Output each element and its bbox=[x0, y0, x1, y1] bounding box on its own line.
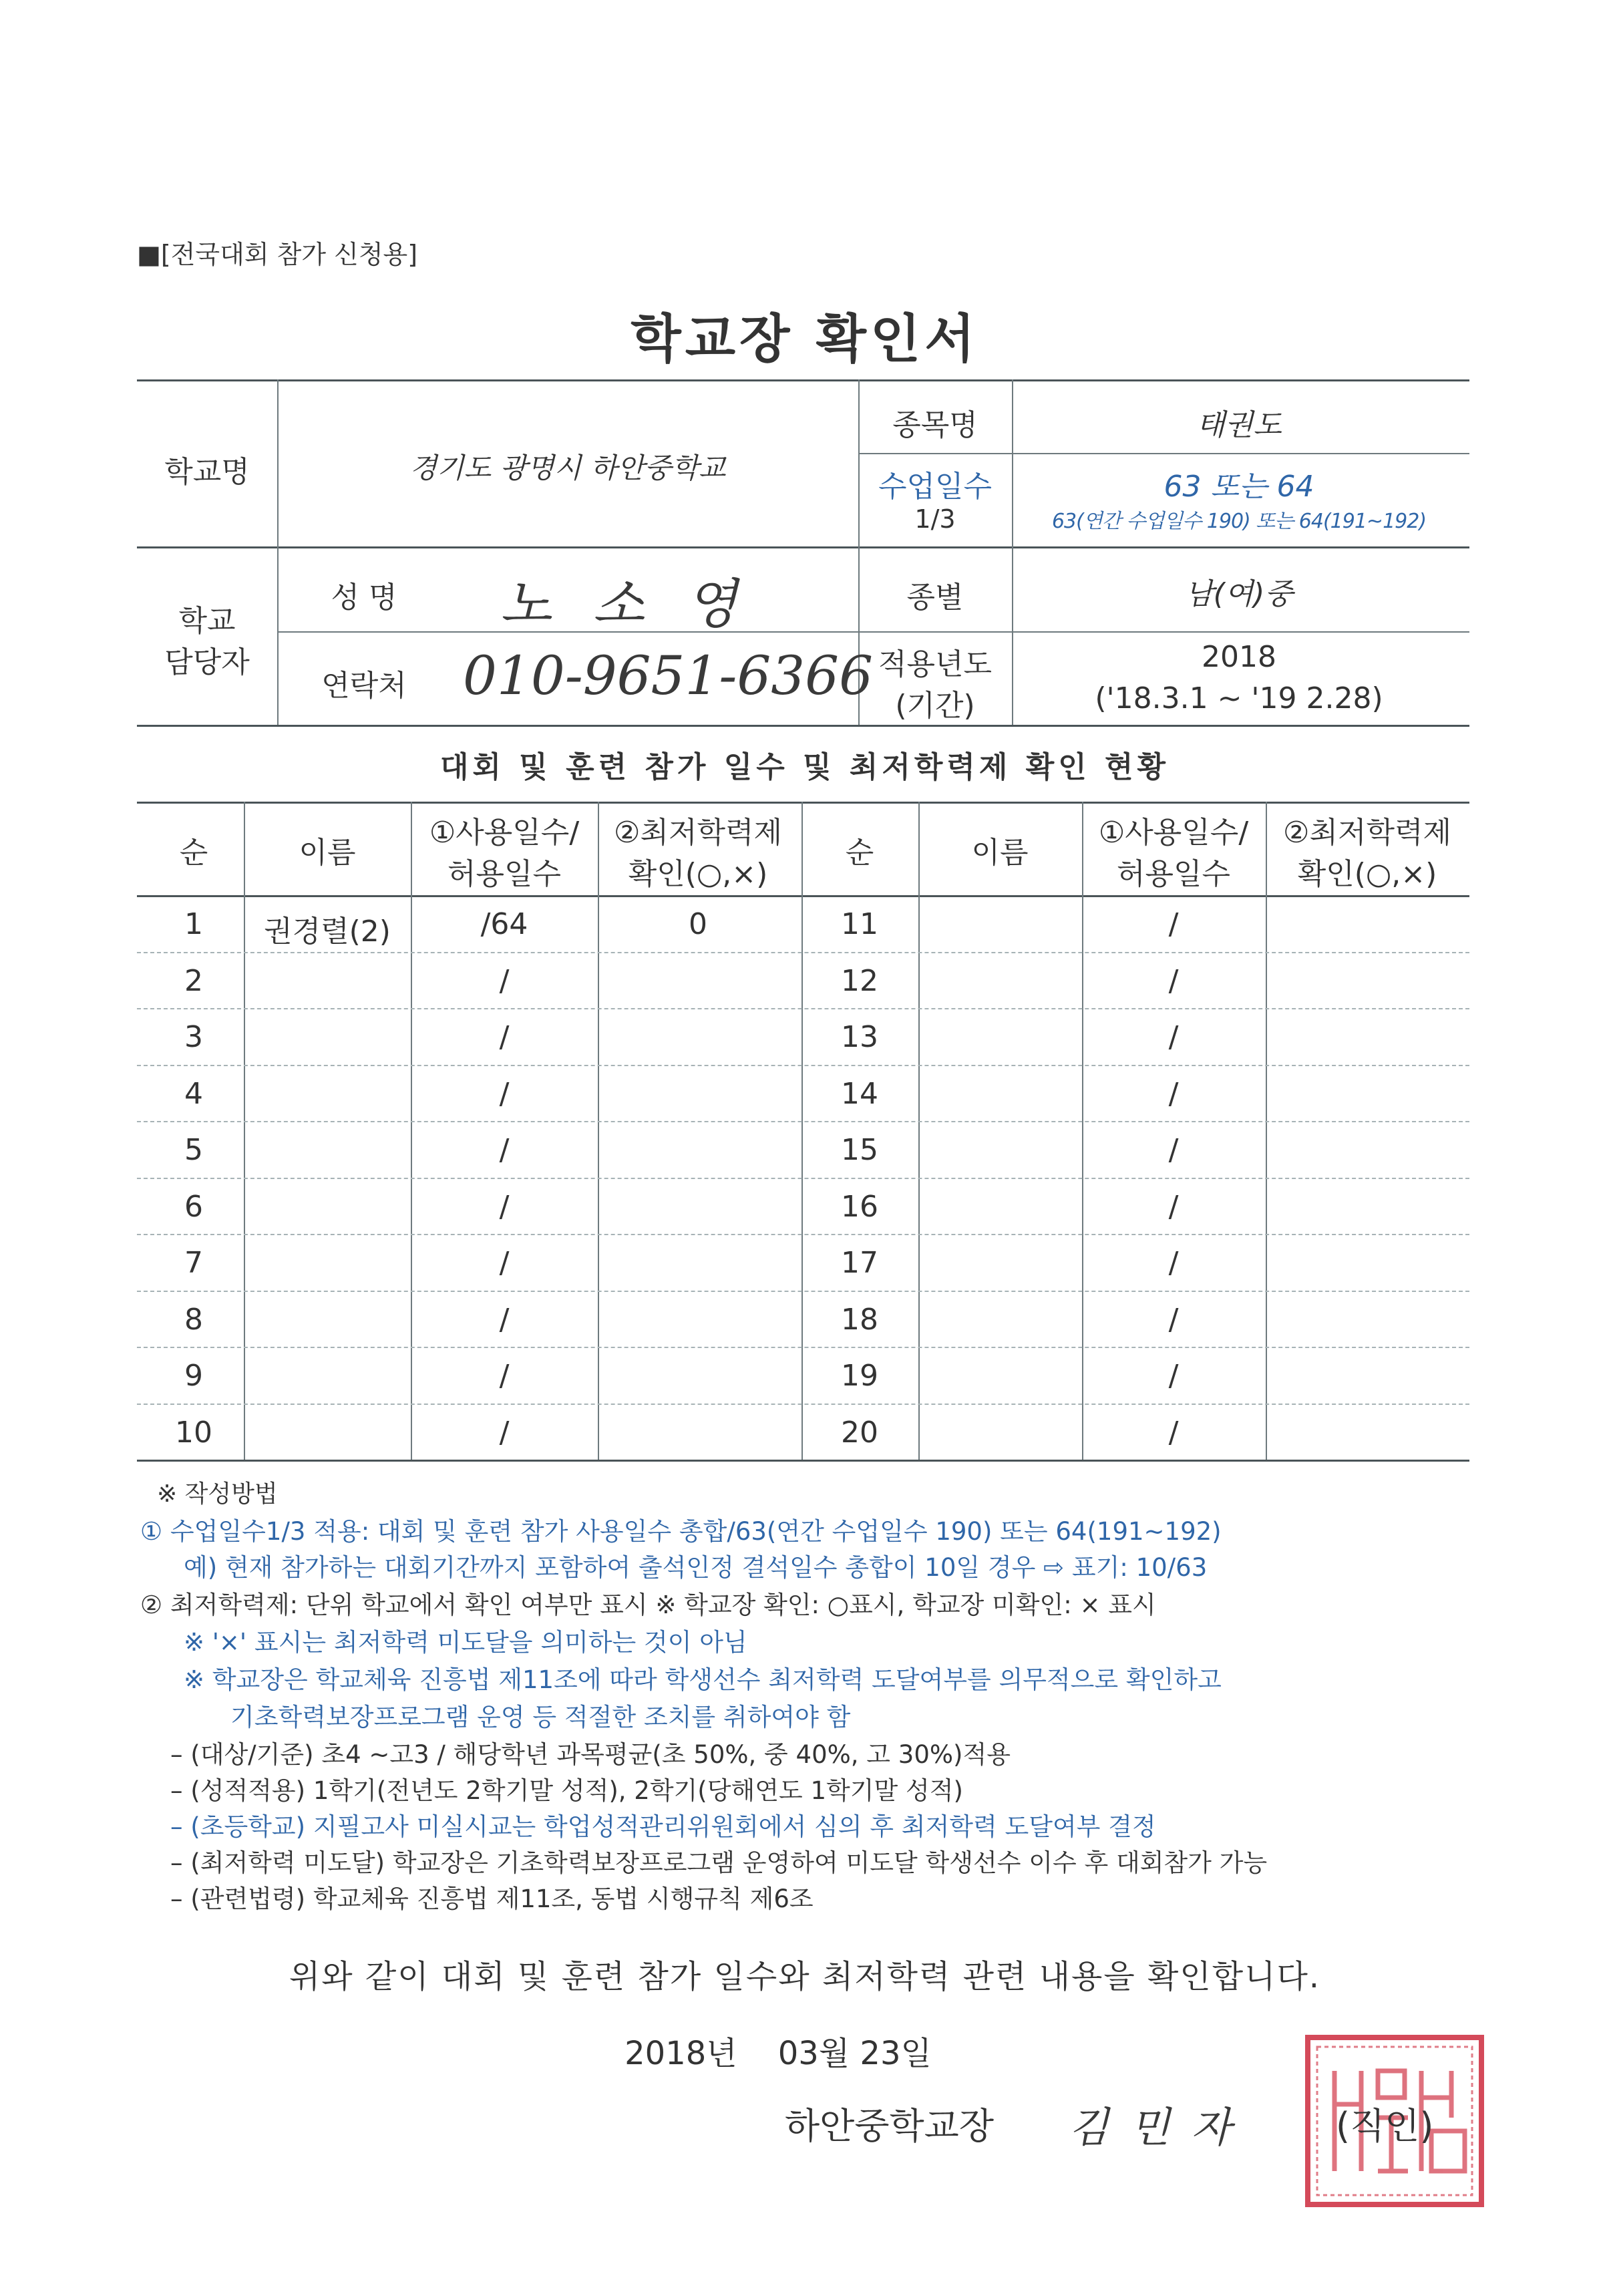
row-check: 0 bbox=[689, 907, 707, 941]
row-number: 3 bbox=[184, 1020, 203, 1054]
row-separator bbox=[137, 1347, 1469, 1348]
row-number: 10 bbox=[175, 1415, 212, 1450]
days-value: 63 또는 64 bbox=[1164, 470, 1314, 504]
row-number: 1 bbox=[184, 907, 203, 941]
row-number: 11 bbox=[841, 907, 878, 941]
row-days: / bbox=[1168, 907, 1179, 941]
header-name: 이름 bbox=[299, 836, 356, 870]
row-separator bbox=[137, 1291, 1469, 1292]
row-number: 4 bbox=[184, 1076, 203, 1111]
row-days: / bbox=[1168, 1359, 1179, 1393]
row-days: / bbox=[499, 1020, 510, 1054]
table-header-rule bbox=[137, 895, 1469, 897]
row-number: 7 bbox=[184, 1246, 203, 1280]
row-days: / bbox=[499, 963, 510, 998]
note-line: – (성적적용) 1학기(전년도 2학기말 성적), 2학기(당해연도 1학기말 성적) bbox=[170, 1776, 963, 1805]
table-divider bbox=[1082, 802, 1083, 1460]
year-label: 적용년도 bbox=[878, 647, 993, 681]
confirm-date: 2018년 03월 23일 bbox=[624, 2035, 932, 2072]
days-label: 수업일수 bbox=[878, 470, 993, 504]
note-line: – (초등학교) 지필고사 미실시교는 학업성적관리위원회에서 심의 후 최저학력 도달여부 결정 bbox=[170, 1812, 1156, 1841]
table-divider bbox=[801, 802, 803, 1460]
row-number: 13 bbox=[841, 1020, 878, 1054]
row-days: / bbox=[499, 1415, 510, 1450]
note-line: 기초학력보장프로그램 운영 등 적절한 조치를 취하여야 함 bbox=[230, 1703, 851, 1732]
row-days: / bbox=[499, 1189, 510, 1224]
confirm-statement: 위와 같이 대회 및 훈련 참가 일수와 최저학력 관련 내용을 확인합니다. bbox=[289, 1958, 1321, 1995]
header-min: ②최저학력제 bbox=[614, 816, 782, 850]
table-divider bbox=[598, 802, 599, 1460]
note-line: ② 최저학력제: 단위 학교에서 확인 여부만 표시 ※ 학교장 확인: ○표시, 학교장 미확인: × 표시 bbox=[140, 1591, 1156, 1619]
row-number: 9 bbox=[184, 1359, 203, 1393]
header-days: ①사용일수/ bbox=[429, 816, 580, 850]
table-bottom-rule bbox=[137, 1460, 1469, 1462]
header-min-2: 확인(○,×) bbox=[628, 857, 768, 891]
principal-title: 하안중학교장 bbox=[785, 2105, 994, 2147]
name-label: 성 명 bbox=[331, 581, 397, 615]
header-days-2: 허용일수 bbox=[1116, 857, 1231, 891]
row-separator bbox=[137, 1178, 1469, 1179]
info-bottom-rule bbox=[137, 725, 1469, 727]
row-days: / bbox=[499, 1133, 510, 1167]
header-days-2: 허용일수 bbox=[447, 857, 562, 891]
row-separator bbox=[137, 1121, 1469, 1122]
page-title: 학교장 확인서 bbox=[631, 309, 979, 369]
table-top-rule bbox=[137, 802, 1469, 804]
row-number: 19 bbox=[841, 1359, 878, 1393]
row-number: 8 bbox=[184, 1302, 203, 1337]
days-value-detail: 63(연간 수업일수 190) 또는 64(191~192) bbox=[1051, 510, 1427, 533]
name-value: 노 소 영 bbox=[500, 573, 749, 635]
row-number: 20 bbox=[841, 1415, 878, 1450]
days-label-fraction: 1/3 bbox=[914, 504, 956, 534]
table-divider bbox=[411, 802, 412, 1460]
school-label: 학교명 bbox=[164, 455, 250, 489]
header-num: 순 bbox=[179, 836, 208, 870]
info-divider bbox=[1012, 379, 1013, 725]
row-days: / bbox=[1168, 1302, 1179, 1337]
form-category: ■[전국대회 참가 신청용] bbox=[137, 240, 418, 269]
row-separator bbox=[137, 1008, 1469, 1009]
table-divider bbox=[918, 802, 920, 1460]
note-line: ※ '×' 표시는 최저학력 미도달을 의미하는 것이 아님 bbox=[184, 1628, 747, 1657]
row-separator bbox=[137, 1234, 1469, 1235]
event-value: 태권도 bbox=[1196, 408, 1282, 442]
row-number: 2 bbox=[184, 963, 203, 998]
row-days: / bbox=[499, 1076, 510, 1111]
row-days: / bbox=[499, 1302, 510, 1337]
year-label-2: (기간) bbox=[895, 689, 975, 723]
contact-label: 연락처 bbox=[321, 669, 407, 703]
row-days: / bbox=[1168, 1246, 1179, 1280]
notes-heading: ※ 작성방법 bbox=[157, 1480, 278, 1508]
info-rule bbox=[137, 546, 1469, 548]
table-divider bbox=[244, 802, 245, 1460]
seal-label: (직인) bbox=[1336, 2105, 1434, 2147]
type-value: 남(여)중 bbox=[1185, 577, 1293, 611]
row-number: 15 bbox=[841, 1133, 878, 1167]
row-days: / bbox=[499, 1359, 510, 1393]
row-name: 권경렬(2) bbox=[264, 915, 391, 949]
row-number: 5 bbox=[184, 1133, 203, 1167]
staff-label-2: 담당자 bbox=[164, 645, 250, 679]
note-line: – (관련법령) 학교체육 진흥법 제11조, 동법 시행규칙 제6조 bbox=[170, 1884, 814, 1913]
row-days: /64 bbox=[480, 907, 528, 941]
row-days: / bbox=[1168, 1189, 1179, 1224]
row-days: / bbox=[499, 1246, 510, 1280]
year-value: 2018 bbox=[1202, 640, 1276, 674]
header-name: 이름 bbox=[971, 836, 1029, 870]
header-num: 순 bbox=[845, 836, 874, 870]
school-value: 경기도 광명시 하안중학교 bbox=[409, 452, 726, 484]
staff-label: 학교 bbox=[178, 604, 236, 638]
info-rule bbox=[858, 453, 1469, 454]
row-days: / bbox=[1168, 1133, 1179, 1167]
note-line: 예) 현재 참가하는 대회기간까지 포함하여 출석인정 결석일수 총합이 10일 경우 ⇨ 표기: 10/63 bbox=[184, 1553, 1208, 1582]
note-line: – (대상/기준) 초4 ~고3 / 해당학년 과목평균(초 50%, 중 40%, 고 30%)적용 bbox=[170, 1740, 1011, 1769]
note-line: – (최저학력 미도달) 학교장은 기초학력보장프로그램 운영하여 미도달 학생선수 이수 후 대회참가 가능 bbox=[170, 1848, 1268, 1877]
event-label: 종목명 bbox=[892, 408, 978, 442]
note-line: ① 수업일수1/3 적용: 대회 및 훈련 참가 사용일수 총합/63(연간 수업일수 190) 또는 64(191~192) bbox=[140, 1517, 1222, 1546]
row-days: / bbox=[1168, 963, 1179, 998]
principal-signature: 김 민 자 bbox=[1069, 2103, 1236, 2152]
header-min: ②최저학력제 bbox=[1283, 816, 1451, 850]
info-divider bbox=[277, 379, 279, 725]
info-top-rule bbox=[137, 379, 1469, 381]
year-period: ('18.3.1 ~ '19 2.28) bbox=[1095, 681, 1383, 715]
table-divider bbox=[1266, 802, 1267, 1460]
row-days: / bbox=[1168, 1415, 1179, 1450]
row-separator bbox=[137, 1065, 1469, 1066]
row-number: 12 bbox=[841, 963, 878, 998]
header-days: ①사용일수/ bbox=[1098, 816, 1249, 850]
contact-value: 010-9651-6366 bbox=[463, 645, 873, 707]
header-min-2: 확인(○,×) bbox=[1297, 857, 1437, 891]
type-label: 종별 bbox=[906, 581, 964, 615]
row-number: 17 bbox=[841, 1246, 878, 1280]
row-number: 16 bbox=[841, 1189, 878, 1224]
row-number: 18 bbox=[841, 1302, 878, 1337]
row-days: / bbox=[1168, 1076, 1179, 1111]
row-separator bbox=[137, 952, 1469, 953]
row-number: 14 bbox=[841, 1076, 878, 1111]
row-separator bbox=[137, 1404, 1469, 1405]
row-number: 6 bbox=[184, 1189, 203, 1224]
row-days: / bbox=[1168, 1020, 1179, 1054]
table-section-title: 대회 및 훈련 참가 일수 및 최저학력제 확인 현황 bbox=[439, 750, 1170, 784]
info-rule bbox=[277, 631, 1469, 633]
note-line: ※ 학교장은 학교체육 진흥법 제11조에 따라 학생선수 최저학력 도달여부를 의무적으로 확인하고 bbox=[184, 1665, 1222, 1694]
